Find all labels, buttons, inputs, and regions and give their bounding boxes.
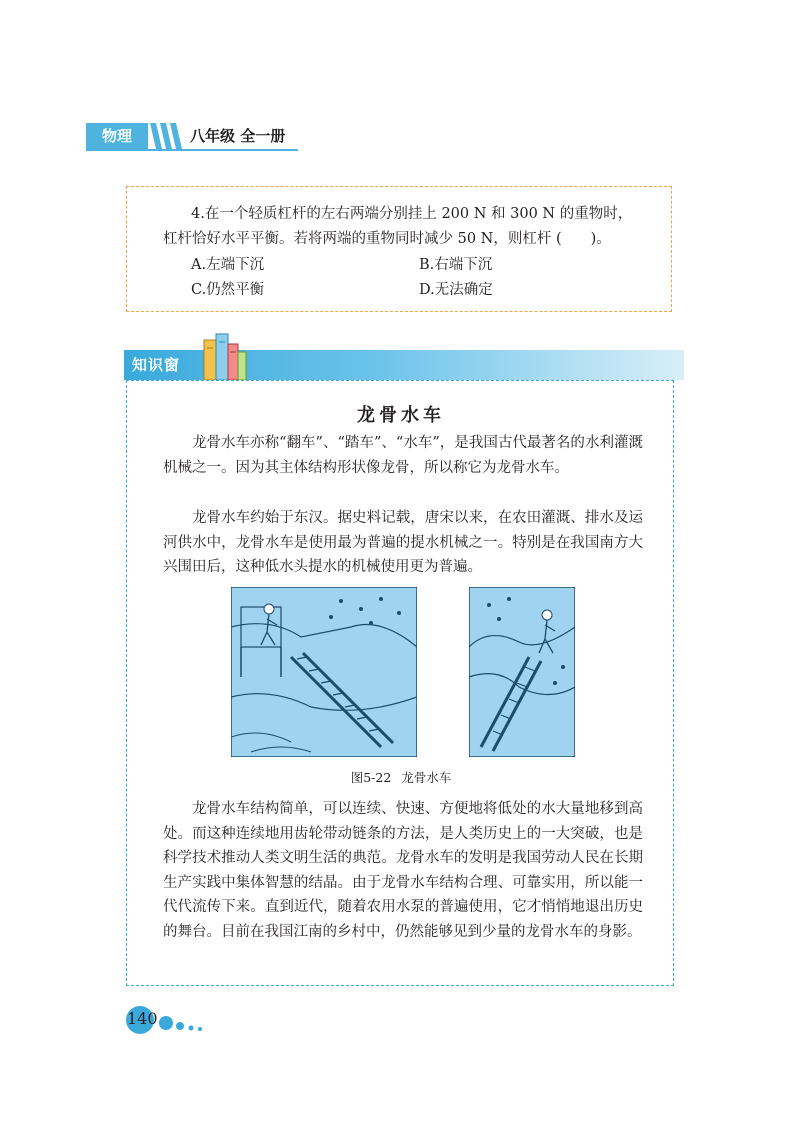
question-line-2: 杠杆恰好水平平衡。若将两端的重物同时减少 50 N，则杠杆 ( )。 (163, 231, 611, 247)
slash-decoration-icon (146, 123, 186, 149)
option-d: D.无法确定 (419, 282, 493, 298)
grade-label: 八年级 全一册 (190, 127, 286, 145)
paragraph-3: 龙骨水车结构简单，可以连续、快速、方便地将低处的水大量地移到高处。而这种连续地用齿轮带动链条的方法，是人类历史上的一大突破，也是科学技术推动人类文明生活的典范。龙骨水车的发明是我国劳动人民在长期生产实践中集体智慧的结晶。由于龙骨水车结构合理、可靠实用，所以能一代代流传下来。直到近代，随着农用水泵的普遍使用，它才悄悄地退出历史的舞台。目前在我国江南的乡村中，仍然能够见到少量的龙骨水车的身影。 (163, 801, 643, 940)
subject-label: 物理 (86, 123, 148, 149)
knowledge-window-box (126, 380, 674, 986)
question-line-1: 4.在一个轻质杠杆的左右两端分别挂上 200 N 和 300 N 的重物时， (191, 206, 633, 222)
option-a: A.左端下沉 (191, 257, 265, 273)
paragraph-1: 龙骨水车亦称“翻车”、“踏车”、“水车”，是我国古代最著名的水利灌溉机械之一。因为其主体结构形状像龙骨，所以称它为龙骨水车。 (163, 435, 643, 476)
article-title: 龙骨水车 (357, 405, 445, 426)
page-number: 140 (127, 1009, 158, 1028)
figure-right-illustration (469, 587, 575, 757)
page-number-area (122, 1006, 212, 1034)
page-header (86, 123, 298, 149)
figure-caption (127, 768, 675, 786)
option-b: B.右端下沉 (419, 257, 493, 273)
paragraph-2: 龙骨水车约始于东汉。据史料记载，唐宋以来，在农田灌溉、排水及运河供水中，龙骨水车是使用最为普遍的提水机械之一。特别是在我国南方大兴围田后，这种低水头提水的机械使用更为普遍。 (163, 510, 643, 575)
books-icon (202, 330, 248, 380)
knowledge-window-tab (124, 330, 684, 382)
option-c: C.仍然平衡 (191, 282, 265, 298)
figure-number: 图5-22 (350, 770, 392, 785)
knowledge-window-label: 知识窗 (132, 356, 181, 374)
header-underline (86, 149, 298, 151)
exercise-box (126, 186, 672, 312)
figure-title: 龙骨水车 (401, 770, 452, 785)
figure-left-illustration (231, 587, 417, 757)
